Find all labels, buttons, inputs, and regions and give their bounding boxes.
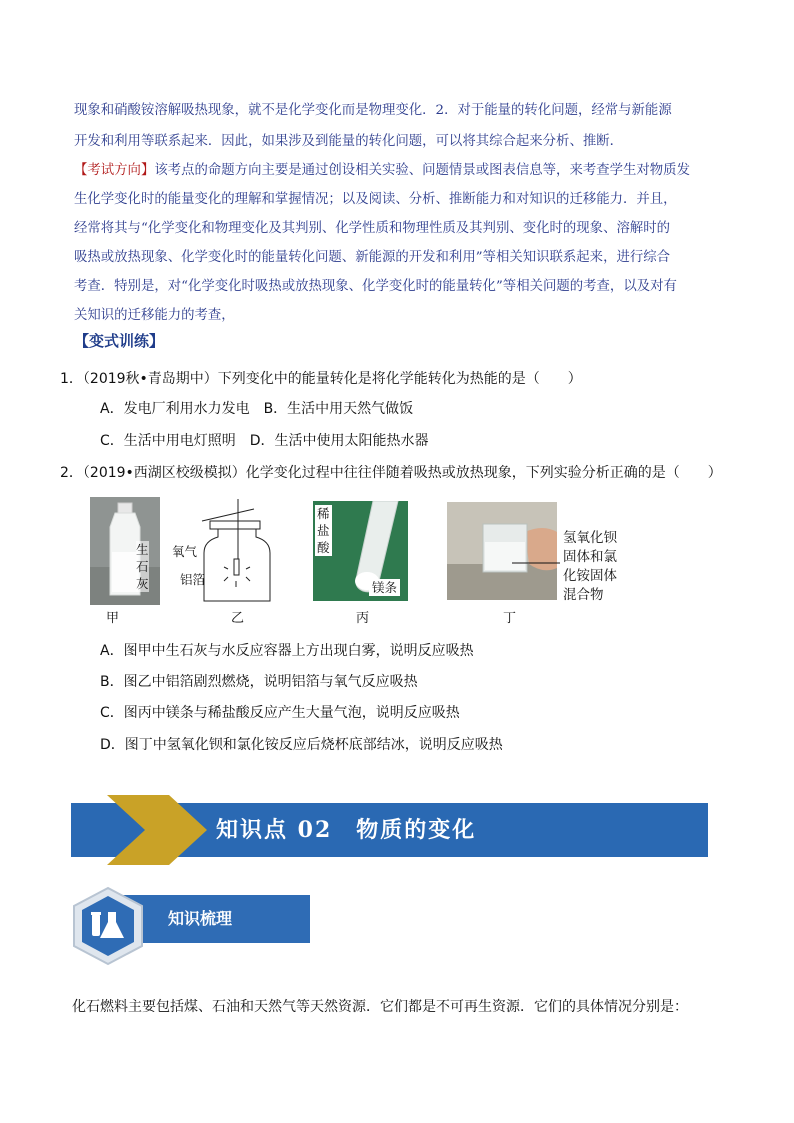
jia-label-char-1: 生 [136,542,149,557]
exam-direction-line-2: 生化学变化时的能量变化的理解和掌握情况；以及阅读、分析、推断能力和对知识的迁移能力．并且， [74,192,677,207]
q2-stem: 2．（2019•西湖区校级模拟）化学变化过程中往往伴随着吸热或放热现象，下列实验分析正确的是（ ） [60,465,722,481]
ding-label [563,529,617,605]
jia-label-char-3: 灰 [136,576,149,591]
jia-label [136,541,149,592]
bing-mg-label: 镁条 [369,579,400,596]
ding-label-line-2: 固体和氯 [563,549,617,565]
figure-jia [90,497,160,605]
ding-pointer-line [512,558,562,568]
caption-jia: 甲 [106,611,120,626]
banner-chevron-icon [107,795,217,865]
exam-direction-line-4: 吸热或放热现象、化学变化时的能量转化问题、新能源的开发和利用”等相关知识联系起来，进行综合 [74,250,671,265]
caption-yi: 乙 [231,611,245,626]
sub-banner [120,895,310,943]
exam-direction-line-5: 考查．特别是，对“化学变化时吸热或放热现象、化学变化时的能量转化”等相关问题的考查，以及对有 [74,279,677,294]
quicklime-bottle-photo [90,497,160,605]
exam-direction-tag: 【考试方向】 [74,163,155,178]
q2-option-c: C．图丙中镁条与稀盐酸反应产生大量气泡，说明反应吸热 [100,705,460,721]
section-banner [71,795,708,857]
caption-bing: 丙 [356,611,370,626]
q2-option-b: B．图乙中铝箔剧烈燃烧，说明铝箔与氧气反应吸热 [100,674,418,690]
jia-label-char-2: 石 [136,559,149,574]
figure-yi [172,497,272,605]
q1-options-row1: A．发电厂利用水力发电 B．生活中用天然气做饭 [100,401,414,417]
intro-line-2: 开发和利用等联系起来．因此，如果涉及到能量的转化问题，可以将其综合起来分析、推断． [74,134,624,149]
ding-label-line-3: 化铵固体 [563,568,617,584]
sub-banner-title: 知识梳理 [168,909,233,928]
ding-label-line-1: 氢氧化钡 [563,530,617,546]
exam-direction-first-line [74,156,724,185]
final-paragraph: 化石燃料主要包括煤、石油和天然气等天然资源．它们都是不可再生资源．它们的具体情况分别是： [72,999,688,1015]
beaker-photo [447,502,557,600]
q1-options-row2: C．生活中用电灯照明 D．生活中使用太阳能热水器 [100,433,429,449]
flask-badge-icon [70,886,146,966]
banner-title: 知识点 02 物质的变化 [216,817,477,843]
bing-acid-char-1: 稀 [317,506,330,521]
intro-line-1: 现象和硝酸铵溶解吸热现象，就不是化学变化而是物理变化．2．对于能量的转化问题，经常与新能源 [74,103,672,118]
bing-acid-char-2: 盐 [317,523,330,538]
yi-foil-label: 铝箔 [180,572,206,587]
figure-bing [313,501,408,601]
bing-acid-char-3: 酸 [317,540,330,555]
exam-direction-line-3: 经常将其与“化学变化和物理变化及其判别、化学性质和物理性质及其判别、变化时的现象、溶解时的 [74,221,671,236]
q2-option-d: D．图丁中氢氧化钡和氯化铵反应后烧杯底部结冰，说明反应吸热 [100,737,503,753]
caption-ding: 丁 [503,611,517,626]
bing-acid-label [315,505,332,556]
figure-ding [447,502,557,600]
exam-direction-line-6: 关知识的迁移能力的考查， [74,308,235,323]
yi-oxygen-label: 氧气 [172,544,198,559]
exam-direction-text: 该考点的命题方向主要是通过创设相关实验、问题情景或图表信息等，来考查学生对物质发 [154,163,690,178]
q2-option-a: A．图甲中生石灰与水反应容器上方出现白雾，说明反应吸热 [100,643,474,659]
ding-label-line-4: 混合物 [563,587,604,603]
q1-stem: 1．（2019秋•青岛期中）下列变化中的能量转化是将化学能转化为热能的是（ ） [60,371,582,387]
practice-tag: 【变式训练】 [74,332,165,350]
